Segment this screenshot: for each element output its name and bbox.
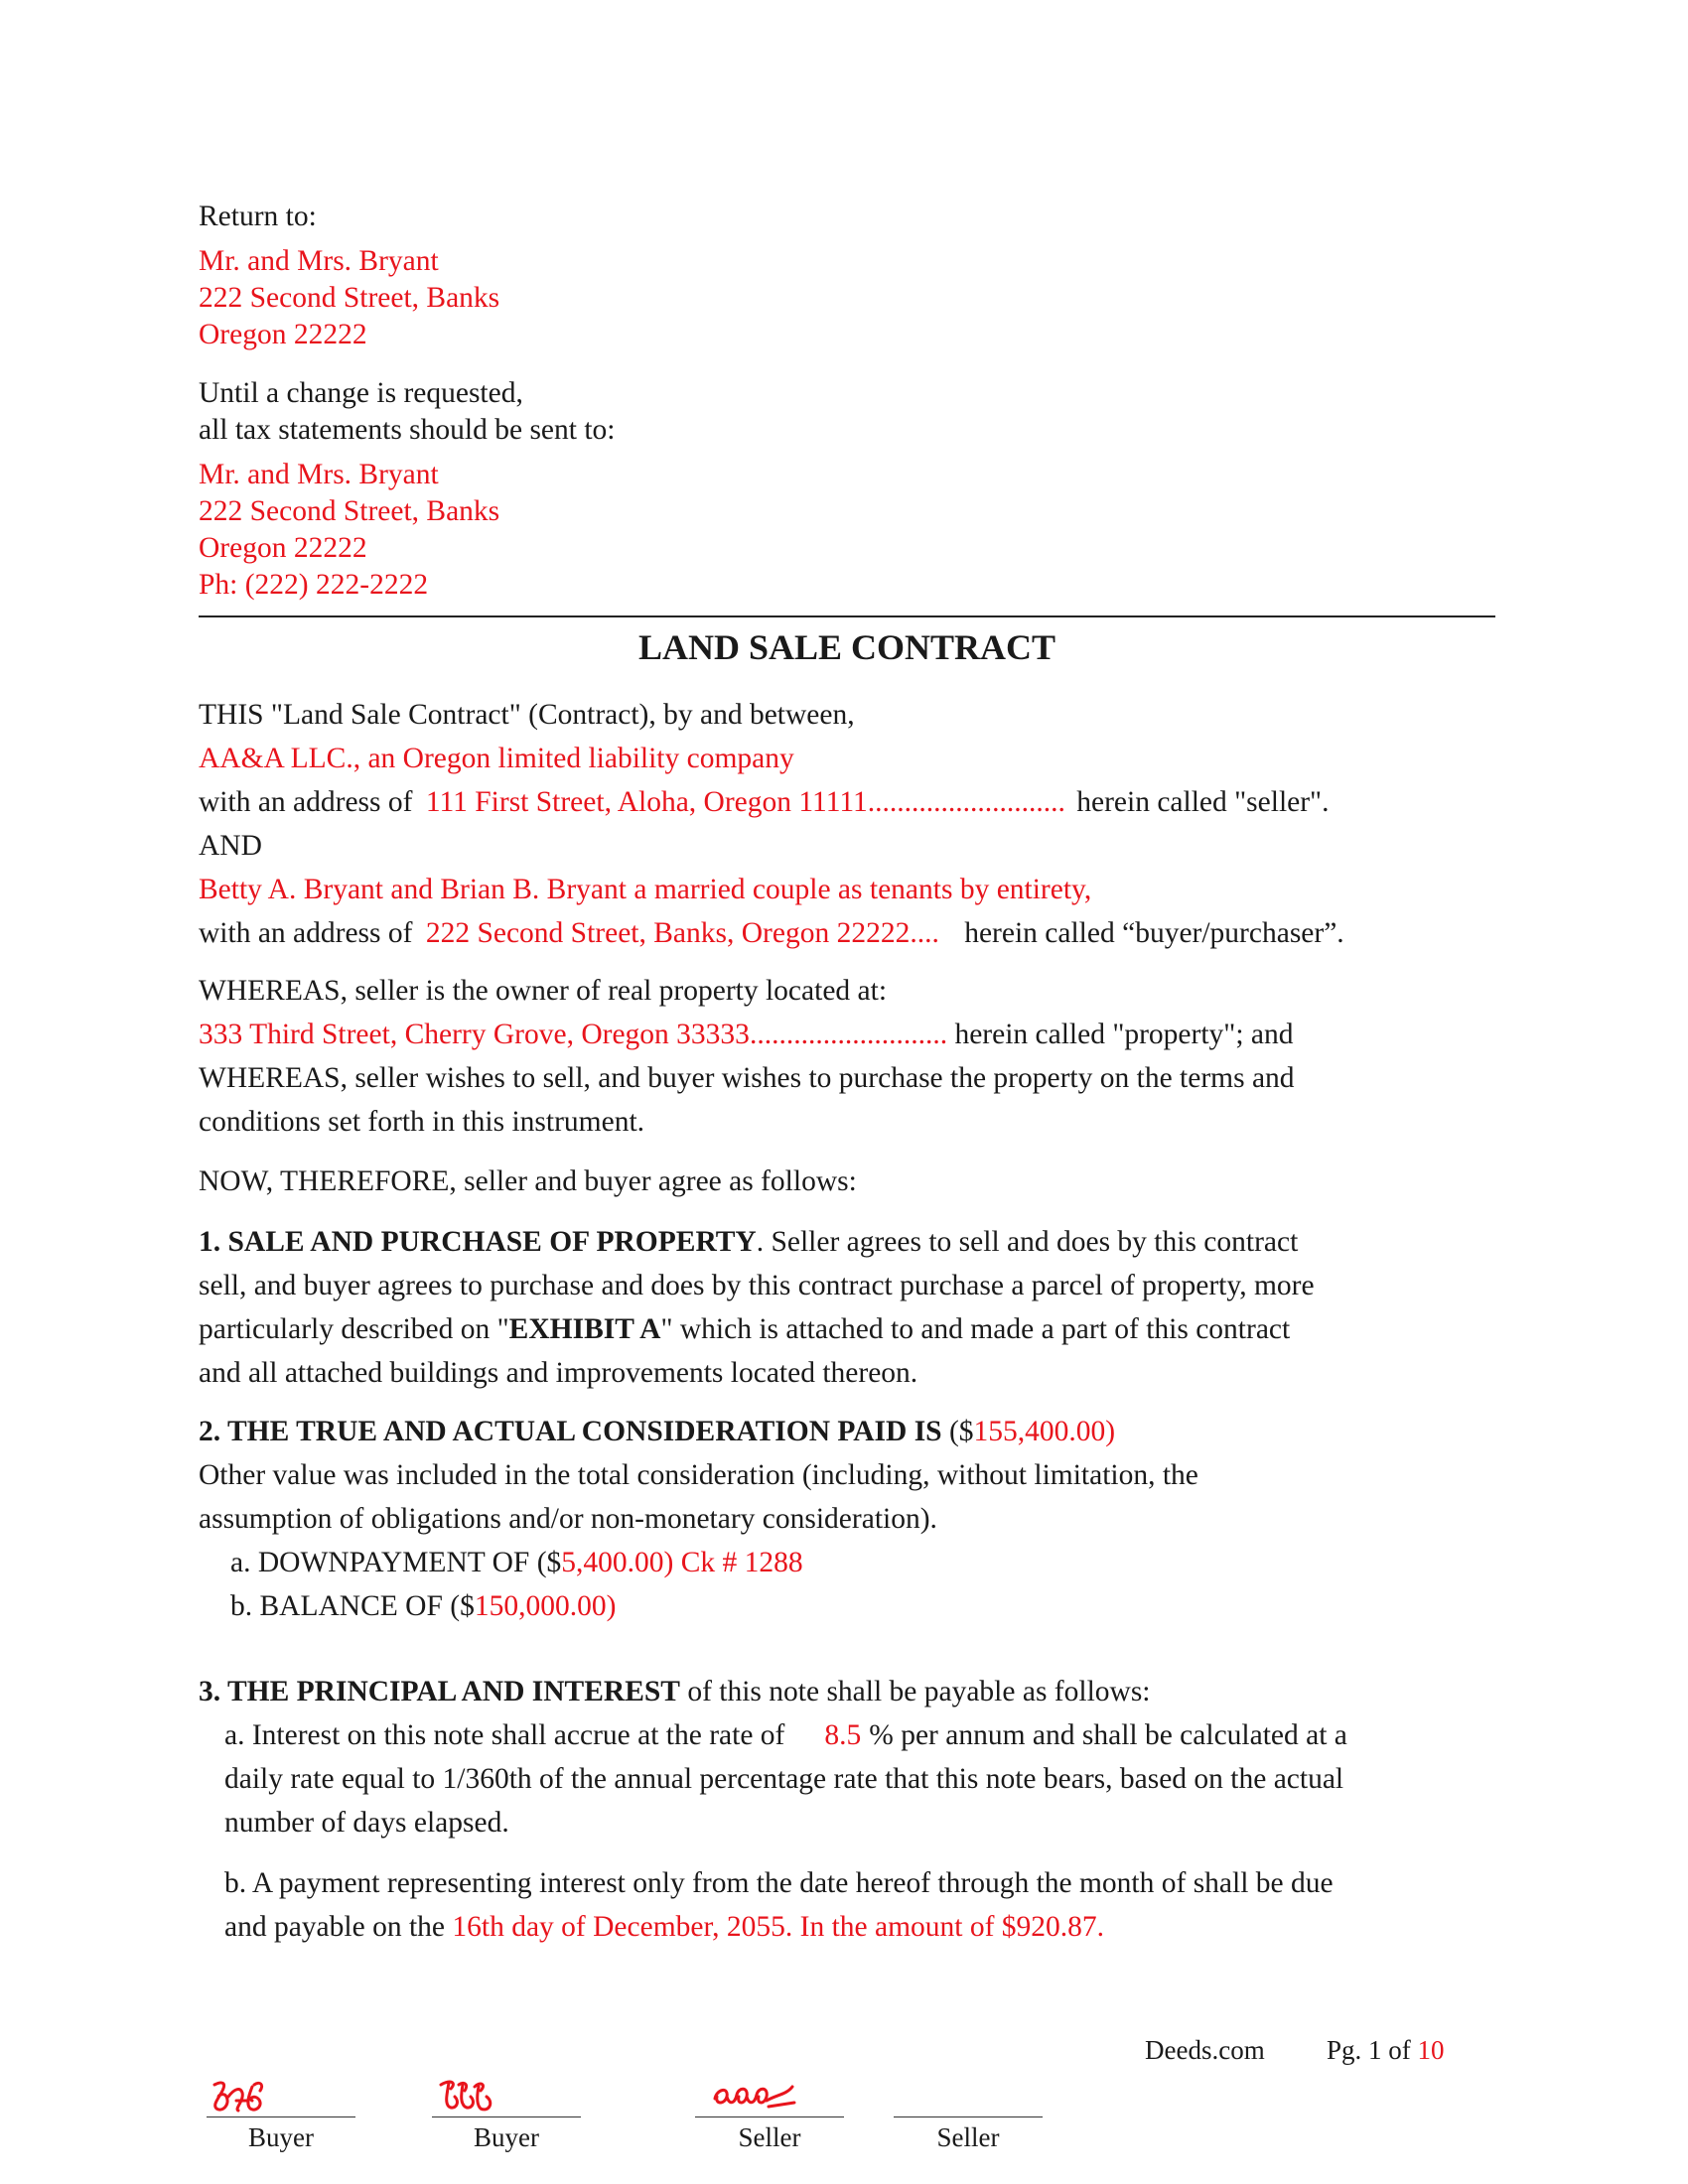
return-to-street: 222 Second Street, Banks [199,282,500,314]
buyer-2-label: Buyer [474,2122,539,2152]
buyer-address-line [199,911,1344,955]
section-2-heading: 2. THE TRUE AND ACTUAL CONSIDERATION PAID IS [199,1416,942,1447]
buyer-1-signature-line [207,2116,355,2117]
page-total: 10 [1417,2035,1445,2065]
seller-called: herein called "seller". [1076,786,1330,818]
buyer-address: 222 Second Street, Banks, Oregon 22222 [425,917,911,949]
footer-page [1327,2033,1445,2067]
section-1-line-3-post: " which is attached to and made a part of this contract [660,1313,1291,1345]
tax-phone: Ph: (222) 222-2222 [199,569,429,601]
section-2-line-3: assumption of obligations and/or non-monetary consideration). [199,1503,937,1535]
tax-line-1: Until a change is requested, [199,377,523,409]
return-to-block [199,199,499,353]
section-3-line-1 [199,1670,1347,1713]
downpayment-value: 5,400.00) Ck # 1288 [561,1547,803,1578]
header-divider [199,615,1495,617]
property-called: herein called "property"; and [954,1019,1294,1050]
buyer-1-initials-signature [209,2075,298,2118]
with-address-label-2: with an address of [199,917,413,949]
seller-dots: ........................... [867,786,1065,818]
section-2-line-2: Other value was included in the total consideration (including, without limitation, the [199,1459,1198,1491]
tax-street: 222 Second Street, Banks [199,495,500,527]
tax-name: Mr. and Mrs. Bryant [199,459,439,490]
section-2 [199,1410,1198,1628]
return-to-state-zip: Oregon 22222 [199,319,367,350]
total-consideration: 155,400.00) [973,1416,1116,1447]
section-2-line-1 [199,1410,1198,1453]
property-dots: ........................... [749,1019,948,1050]
parties-intro: THIS "Land Sale Contract" (Contract), by and between, [199,699,855,731]
section-3-heading: 3. THE PRINCIPAL AND INTEREST [199,1676,680,1707]
tax-state-zip: Oregon 22222 [199,532,367,564]
section-1 [199,1220,1315,1395]
return-to-label: Return to: [199,201,317,232]
parties-section [199,693,1344,955]
seller-address-line [199,780,1344,824]
seller-name: AA&A LLC., an Oregon limited liability company [199,743,794,774]
interest-line-3: number of days elapsed. [224,1807,509,1839]
interest-pre: a. Interest on this note shall accrue at the rate of [224,1719,785,1751]
seller-1-signature-line [695,2116,844,2117]
whereas-line-3: WHEREAS, seller wishes to sell, and buyer wishes to purchase the property on the terms and [199,1062,1295,1094]
tax-statement-block [199,375,615,604]
and-label: AND [199,830,262,862]
whereas-line-4: conditions set forth in this instrument. [199,1106,645,1138]
seller-1-label: Seller [738,2122,801,2152]
property-line [199,1013,1295,1056]
section-3-heading-rest: of this note shall be payable as follows: [679,1676,1151,1707]
buyer-called: herein called “buyer/purchaser”. [964,917,1344,949]
section-1-line-1 [199,1220,1315,1264]
buyer-name: Betty A. Bryant and Brian B. Bryant a married couple as tenants by entirety, [199,874,1092,905]
seller-2-label: Seller [936,2122,1000,2152]
interest-post: % per annum and shall be calculated at a [869,1719,1347,1751]
seller-initials-signature [707,2075,806,2115]
interest-line-2: daily rate equal to 1/360th of the annual percentage rate that this note bears, based on the actual [224,1763,1344,1795]
whereas-line-1: WHEREAS, seller is the owner of real property located at: [199,975,888,1007]
buyer-2-initials-signature [437,2075,526,2118]
balance-value: 150,000.00) [474,1590,617,1622]
buyer-2-signature-line [432,2116,581,2117]
balance-line [199,1584,1198,1628]
buyer-dots: .... [910,917,939,949]
exhibit-a: EXHIBIT A [508,1313,661,1345]
section-1-line-4: and all attached buildings and improvements located thereon. [199,1357,918,1389]
payment-line-1: b. A payment representing interest only from the date hereof through the month of shall be due [224,1867,1334,1899]
seller-address: 111 First Street, Aloha, Oregon 11111 [425,786,868,818]
downpayment-label: a. DOWNPAYMENT OF ($ [230,1547,562,1578]
section-1-line-3 [199,1307,1315,1351]
buyer-1-label: Buyer [248,2122,314,2152]
tax-line-2: all tax statements should be sent to: [199,414,616,446]
section-1-line-2: sell, and buyer agrees to purchase and does by this contract purchase a parcel of property, more [199,1270,1315,1301]
with-address-label: with an address of [199,786,413,818]
now-therefore: NOW, THEREFORE, seller and buyer agree as follows: [199,1165,857,1197]
page-prefix: Pg. 1 of [1327,2035,1411,2065]
interest-rate: 8.5 [824,1719,862,1751]
payment-line-2 [199,1905,1347,1949]
return-to-name: Mr. and Mrs. Bryant [199,245,439,277]
downpayment-line [199,1541,1198,1584]
section-1-line-1-rest: . Seller agrees to sell and does by this contract [756,1226,1299,1258]
payment-value: 16th day of December, 2055. In the amount of $920.87. [452,1911,1105,1943]
section-2-paren: ($ [941,1416,974,1447]
page-title: LAND SALE CONTRACT [637,627,1056,667]
section-3 [199,1670,1347,1949]
property-address: 333 Third Street, Cherry Grove, Oregon 33333 [199,1019,750,1050]
section-1-line-3-pre: particularly described on " [199,1313,509,1345]
footer-site: Deeds.com [1145,2035,1265,2065]
seller-2-signature-line [894,2116,1043,2117]
whereas-section [199,969,1295,1144]
balance-label: b. BALANCE OF ($ [230,1590,475,1622]
section-1-heading: 1. SALE AND PURCHASE OF PROPERTY [199,1226,757,1258]
interest-line-1 [199,1713,1347,1757]
payment-pre: and payable on the [224,1911,445,1943]
